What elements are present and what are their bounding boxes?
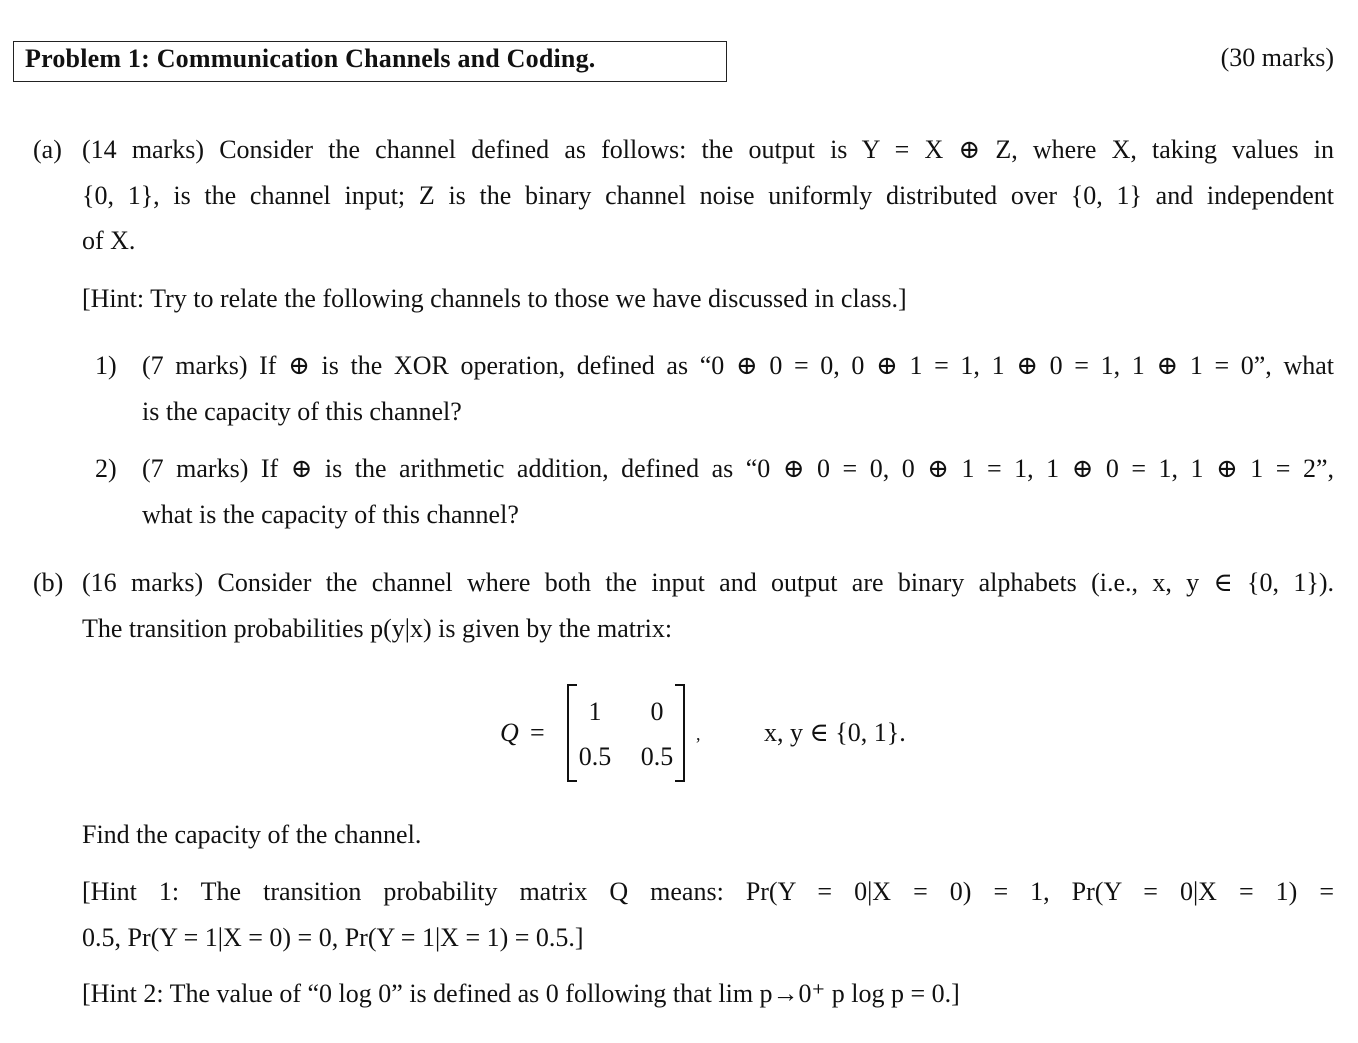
transition-matrix-equation [500,684,980,784]
part-b-hint-1-line-1: [Hint 1: The transition probability matrix Q means: Pr(Y = 0|X = 0) = 1, Pr(Y = 0|X = 1) = [82,877,1334,906]
part-a-label: (a) [33,135,62,164]
part-b-hint-2: [Hint 2: The value of “0 log 0” is defined as 0 following that lim p→0⁺ p log p = 0.] [82,979,960,1008]
part-a-line-2: {0, 1}, is the channel input; Z is the binary channel noise uniformly distributed over {0, 1} and independent [82,181,1334,210]
part-a-line-1: (14 marks) Consider the channel defined as follows: the output is Y = X ⊕ Z, where X, taking values in [82,135,1334,164]
problem-marks: (30 marks) [1220,43,1334,72]
part-b-line-1: (16 marks) Consider the channel where both the input and output are binary alphabets (i.e., x, y ∈ {0, 1}). [82,568,1334,597]
part-b-hint-1-line-2: 0.5, Pr(Y = 1|X = 0) = 0, Pr(Y = 1|X = 1) = 0.5.] [82,923,584,952]
matrix-comma: , [696,724,701,744]
part-b-line-2: The transition probabilities p(y|x) is given by the matrix: [82,614,673,643]
problem-title: Problem 1: Communication Channels and Coding. [25,44,596,73]
matrix-right-bracket [675,684,685,782]
matrix-name: Q [500,718,519,747]
matrix-domain: x, y ∈ {0, 1}. [764,718,906,747]
part-a-item-2-line-1: (7 marks) If ⊕ is the arithmetic addition, defined as “0 ⊕ 0 = 0, 0 ⊕ 1 = 1, 1 ⊕ 0 = 1, 1 ⊕ 1 = 2”, [142,454,1334,483]
part-b-question: Find the capacity of the channel. [82,820,422,849]
matrix-cell-1-1: 0.5 [640,742,674,771]
part-a-item-1-line-1: (7 marks) If ⊕ is the XOR operation, defined as “0 ⊕ 0 = 0, 0 ⊕ 1 = 1, 1 ⊕ 0 = 1, 1 ⊕ 1 = 0”, what [142,351,1334,380]
part-a-hint: [Hint: Try to relate the following channels to those we have discussed in class.] [82,284,907,313]
part-a-item-2-label: 2) [95,454,117,483]
part-a-item-1-line-2: is the capacity of this channel? [142,397,462,426]
matrix-cell-0-1: 0 [650,697,664,726]
part-a-item-2-line-2: what is the capacity of this channel? [142,500,519,529]
matrix-cell-1-0: 0.5 [578,742,612,771]
matrix-equals: = [530,718,545,747]
part-a-line-3: of X. [82,226,136,255]
problem-title-box [13,41,727,82]
part-b-label: (b) [33,568,64,597]
matrix-cell-0-0: 1 [588,697,602,726]
part-a-item-1-label: 1) [95,351,117,380]
